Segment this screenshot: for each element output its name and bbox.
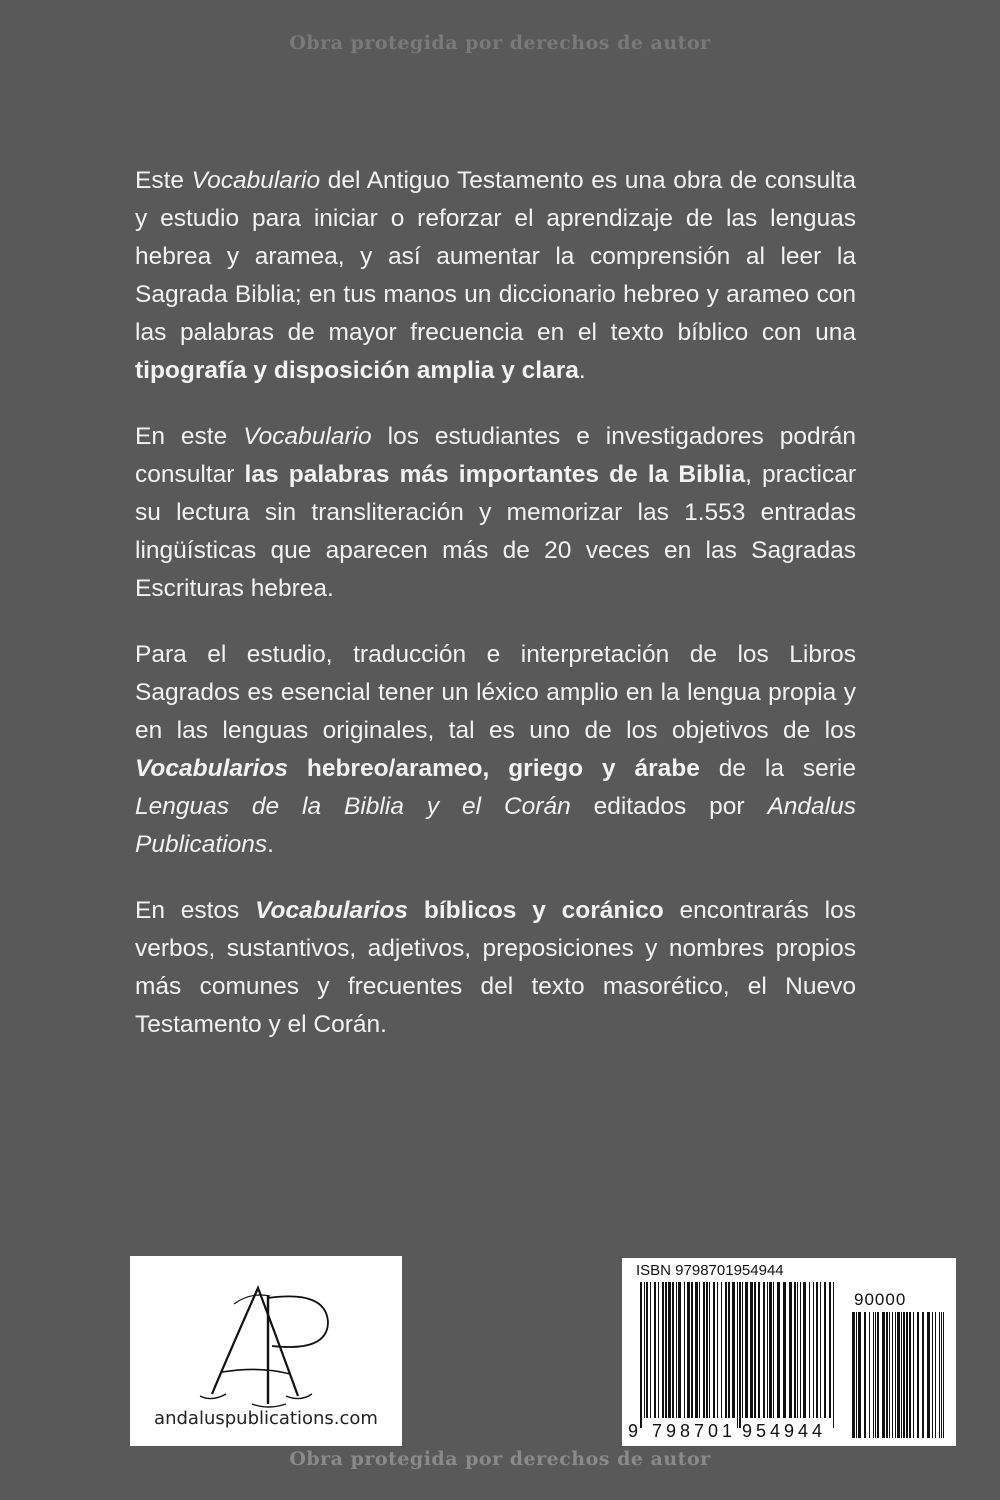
barcode-bar [721,1282,722,1418]
barcode-bar [763,1282,765,1418]
barcode-bar [668,1282,671,1418]
text-segment: Para el estudio, traducción e interpretación de los Libros Sagrados es esencial tener un léxico amplio en la lengua propia y en las lenguas originales, tal es uno de los objetivos de los [135,641,856,744]
barcode-bar [739,1282,741,1428]
barcode-bar [691,1282,693,1418]
barcode-bar [882,1312,885,1438]
barcode-bar [829,1282,831,1418]
barcode-bar [813,1282,814,1418]
barcode-bar [695,1282,698,1418]
barcode-bar [895,1312,896,1438]
text-segment: del Antiguo Testamento es una obra de consulta y estudio para iniciar o reforzar el aprendizaje de las lenguas hebrea y aramea, y así aumentar la comprensión al leer la Sagrada Biblia; en tus manos un diccionario hebreo y arameo con las palabras de mayor frecuencia en el texto bíblico con una [135,167,856,346]
isbn-label: ISBN 9798701954944 [636,1262,784,1279]
barcode-bar [913,1312,914,1438]
barcode-bar [824,1282,826,1418]
text-segment: tipografía y disposición amplia y clara [135,357,579,384]
barcode-bar [706,1282,708,1418]
barcode-bar [725,1282,727,1418]
barcode-bar [672,1282,674,1418]
barcode-bar [809,1282,810,1418]
barcode-bar [873,1312,874,1438]
publisher-logo [130,1256,402,1446]
barcode-bar [935,1312,936,1438]
barcode-bar [665,1282,667,1418]
isbn-barcode [622,1258,956,1446]
barcode-bar [941,1312,942,1438]
text-segment: En estos [135,897,256,924]
barcode-bar [769,1282,772,1418]
barcode-bar [773,1282,774,1418]
barcode-bar [869,1312,870,1438]
barcode-bar [886,1312,888,1438]
barcode-bar [699,1282,700,1418]
barcode-bar [897,1312,900,1438]
barcode-bars-icon [622,1258,956,1446]
text-segment: hebreo/arameo, griego y árabe [287,755,700,782]
barcode-bar [820,1282,821,1418]
paragraph [135,892,856,1044]
barcode-first-digit: 9 [628,1421,639,1441]
barcode-bar [903,1312,905,1438]
watermark-top: Obra protegida por derechos de autor [289,32,711,54]
publisher-url: andaluspublications.com [154,1408,378,1429]
barcode-bar [939,1312,940,1438]
barcode-bar [676,1282,677,1418]
text-segment: , practicar su lectura sin transliteración y memorizar las 1.553 entradas lingüísticas que aparecen más de 20 veces en las Sagradas Escrituras hebrea. [135,461,857,602]
barcode-bar [901,1312,902,1438]
barcode-bar [646,1282,648,1418]
barcode-bar [687,1282,690,1418]
text-segment: Vocabularios [135,755,288,782]
text-segment: Vocabulario [243,423,372,450]
barcode-bar [803,1282,806,1418]
barcode-bar [789,1282,792,1418]
barcode-group-2: 954944 [742,1421,827,1441]
barcode-group-1: 798701 [652,1421,737,1441]
text-segment: En este [135,423,244,450]
text-segment: bíblicos y coránico [408,897,664,924]
barcode-bar [783,1282,786,1418]
text-segment: encontrarás los verbos, sustantivos, adjetivos, preposiciones y nombres propios más comunes y frecuentes del texto masorético, el Nuevo Testamento y el Corán. [135,897,857,1038]
paragraph [135,418,856,608]
text-segment: los estudiantes e investigadores podrán consultar [135,423,857,488]
text-segment: Andalus Publications [135,793,856,858]
barcode-bar [684,1282,685,1418]
barcode-bar [737,1282,738,1428]
barcode-bar [767,1282,768,1418]
barcode-bar [732,1282,735,1418]
barcode-bar [750,1282,753,1418]
barcode-bar [658,1282,659,1418]
barcode-bar [875,1312,876,1438]
text-segment: . [267,831,274,858]
barcode-bar [816,1282,818,1418]
barcode-bar [889,1312,890,1438]
text-segment: Vocabulario [191,167,321,194]
text-segment: las palabras más importantes de la Biblia [244,461,746,488]
barcode-bar [858,1312,861,1438]
barcode-bar [852,1312,855,1438]
barcode-bar [644,1282,645,1418]
text-segment: editados por [570,793,768,820]
description-text [135,162,856,1072]
barcode-bar [856,1312,857,1438]
barcode-bar [892,1312,893,1438]
barcode-bar [909,1312,911,1438]
barcode-bar [917,1312,919,1438]
text-segment: Vocabularios [255,897,409,924]
barcode-bar [758,1282,760,1418]
barcode-bar [777,1282,780,1418]
barcode-bar [932,1312,933,1438]
barcode-bar [833,1282,834,1428]
text-segment: Este [135,167,192,194]
barcode-digits [622,1421,956,1445]
barcode-bar [864,1312,866,1438]
barcode-bar [678,1282,681,1418]
barcode-bar [927,1312,930,1438]
paragraph [135,162,856,390]
barcode-bar [754,1282,756,1418]
barcode-bar [713,1282,715,1418]
barcode-bar [922,1312,924,1438]
barcode-bar [640,1282,642,1428]
text-segment: Lenguas de la Biblia y el Corán [135,793,571,820]
paragraph [135,636,856,864]
barcode-bar [943,1312,944,1438]
barcode-bar [717,1282,718,1418]
barcode-bar [650,1282,651,1418]
barcode-bar [709,1282,710,1418]
barcode-bar [797,1282,798,1418]
barcode-bar [728,1282,730,1418]
barcode-bar [703,1282,705,1418]
price-code: 90000 [854,1290,907,1309]
barcode-bar [654,1282,656,1418]
barcode-bar [742,1282,743,1418]
barcode-bar [800,1282,801,1418]
barcode-bar [877,1312,879,1438]
text-segment: . [578,357,586,384]
barcode-bar [906,1312,908,1438]
barcode-bar [794,1282,796,1418]
barcode-bar [662,1282,664,1418]
watermark-bottom: Obra protegida por derechos de autor [289,1448,711,1470]
text-segment: de la serie [699,755,856,782]
barcode-bar [745,1282,748,1418]
